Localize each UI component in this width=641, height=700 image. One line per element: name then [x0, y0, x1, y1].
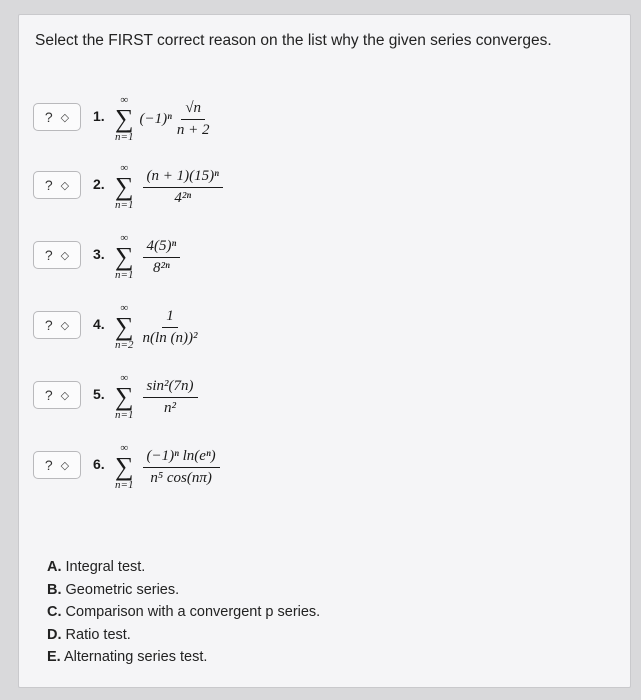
- series-fraction: [177, 100, 210, 139]
- numerator: 4(5)ⁿ: [143, 238, 181, 258]
- chevron-updown-icon: ◇: [60, 111, 70, 124]
- series-expression: [115, 367, 198, 427]
- series-fraction: [143, 308, 198, 347]
- series-fraction: [143, 448, 220, 487]
- chevron-updown-icon: ◇: [60, 459, 70, 472]
- sum-upper: ∞: [120, 372, 129, 384]
- numerator: (−1)ⁿ ln(eⁿ): [143, 448, 220, 468]
- sum-upper: ∞: [120, 94, 129, 106]
- answer-select-2[interactable]: [33, 171, 81, 199]
- summation: [115, 232, 134, 282]
- sum-lower: n=1: [115, 199, 134, 211]
- answer-select-6[interactable]: [33, 451, 81, 479]
- question-number: 6.: [93, 456, 105, 472]
- series-fraction: [143, 168, 223, 207]
- summation: [115, 442, 134, 492]
- numerator: sin²(7n): [143, 378, 198, 398]
- select-placeholder: ?: [44, 247, 53, 263]
- answer-select-1[interactable]: [33, 103, 81, 131]
- question-number: 4.: [93, 316, 105, 332]
- series-expression: [115, 297, 197, 357]
- denominator: n²: [164, 399, 177, 416]
- choice-c: C. Comparison with a convergent p series.: [47, 604, 321, 620]
- summation: [115, 162, 134, 212]
- question-panel: [18, 14, 631, 688]
- chevron-updown-icon: ◇: [60, 389, 70, 402]
- denominator: n + 2: [176, 121, 210, 138]
- question-number: 2.: [93, 176, 105, 192]
- series-expression: [115, 89, 210, 149]
- question-number: 1.: [93, 108, 105, 124]
- sum-upper: ∞: [120, 442, 129, 454]
- summation: [115, 302, 134, 352]
- select-placeholder: ?: [44, 109, 53, 125]
- chevron-updown-icon: ◇: [60, 319, 70, 332]
- series-expression: [115, 227, 180, 287]
- sigma-icon: ∑: [115, 452, 134, 481]
- question-prompt: Select the FIRST correct reason on the list why the given series converges.: [35, 32, 552, 49]
- sum-upper: ∞: [120, 162, 129, 174]
- choice-e: E. Alternating series test.: [47, 649, 208, 665]
- choice-d: D. Ratio test.: [47, 626, 131, 643]
- answer-choices: [47, 556, 320, 669]
- sum-lower: n=1: [115, 479, 134, 491]
- series-prefactor: (−1)ⁿ: [139, 110, 172, 127]
- select-placeholder: ?: [44, 317, 53, 333]
- numerator: 1: [162, 308, 178, 328]
- sum-lower: n=1: [115, 131, 134, 143]
- denominator: 4²ⁿ: [174, 189, 192, 206]
- choice-b: B. Geometric series.: [47, 581, 180, 598]
- sigma-icon: ∑: [115, 312, 134, 341]
- numerator: √n: [181, 100, 205, 120]
- series-fraction: [143, 238, 181, 277]
- series-expression: [115, 437, 220, 497]
- answer-select-4[interactable]: [33, 311, 81, 339]
- answer-select-5[interactable]: [33, 381, 81, 409]
- sum-lower: n=1: [115, 269, 134, 281]
- sum-lower: n=2: [115, 339, 134, 351]
- sigma-icon: ∑: [115, 104, 134, 133]
- chevron-updown-icon: ◇: [60, 249, 70, 262]
- sigma-icon: ∑: [115, 172, 134, 201]
- select-placeholder: ?: [44, 457, 53, 473]
- sum-upper: ∞: [120, 232, 129, 244]
- denominator: n⁵ cos(nπ): [150, 469, 212, 486]
- chevron-updown-icon: ◇: [60, 179, 70, 192]
- series-fraction: [143, 378, 198, 417]
- sum-upper: ∞: [120, 302, 129, 314]
- sigma-icon: ∑: [115, 382, 134, 411]
- select-placeholder: ?: [44, 387, 53, 403]
- denominator: n(ln (n))²: [142, 329, 198, 346]
- summation: [115, 94, 134, 144]
- answer-select-3[interactable]: [33, 241, 81, 269]
- series-expression: [115, 157, 223, 217]
- numerator: (n + 1)(15)ⁿ: [143, 168, 223, 188]
- question-number: 5.: [93, 386, 105, 402]
- denominator: 8²ⁿ: [153, 259, 170, 276]
- sigma-icon: ∑: [115, 242, 134, 271]
- select-placeholder: ?: [44, 177, 53, 193]
- choice-a: A. Integral test.: [47, 559, 146, 575]
- sum-lower: n=1: [115, 409, 134, 421]
- question-number: 3.: [93, 246, 105, 262]
- summation: [115, 372, 134, 422]
